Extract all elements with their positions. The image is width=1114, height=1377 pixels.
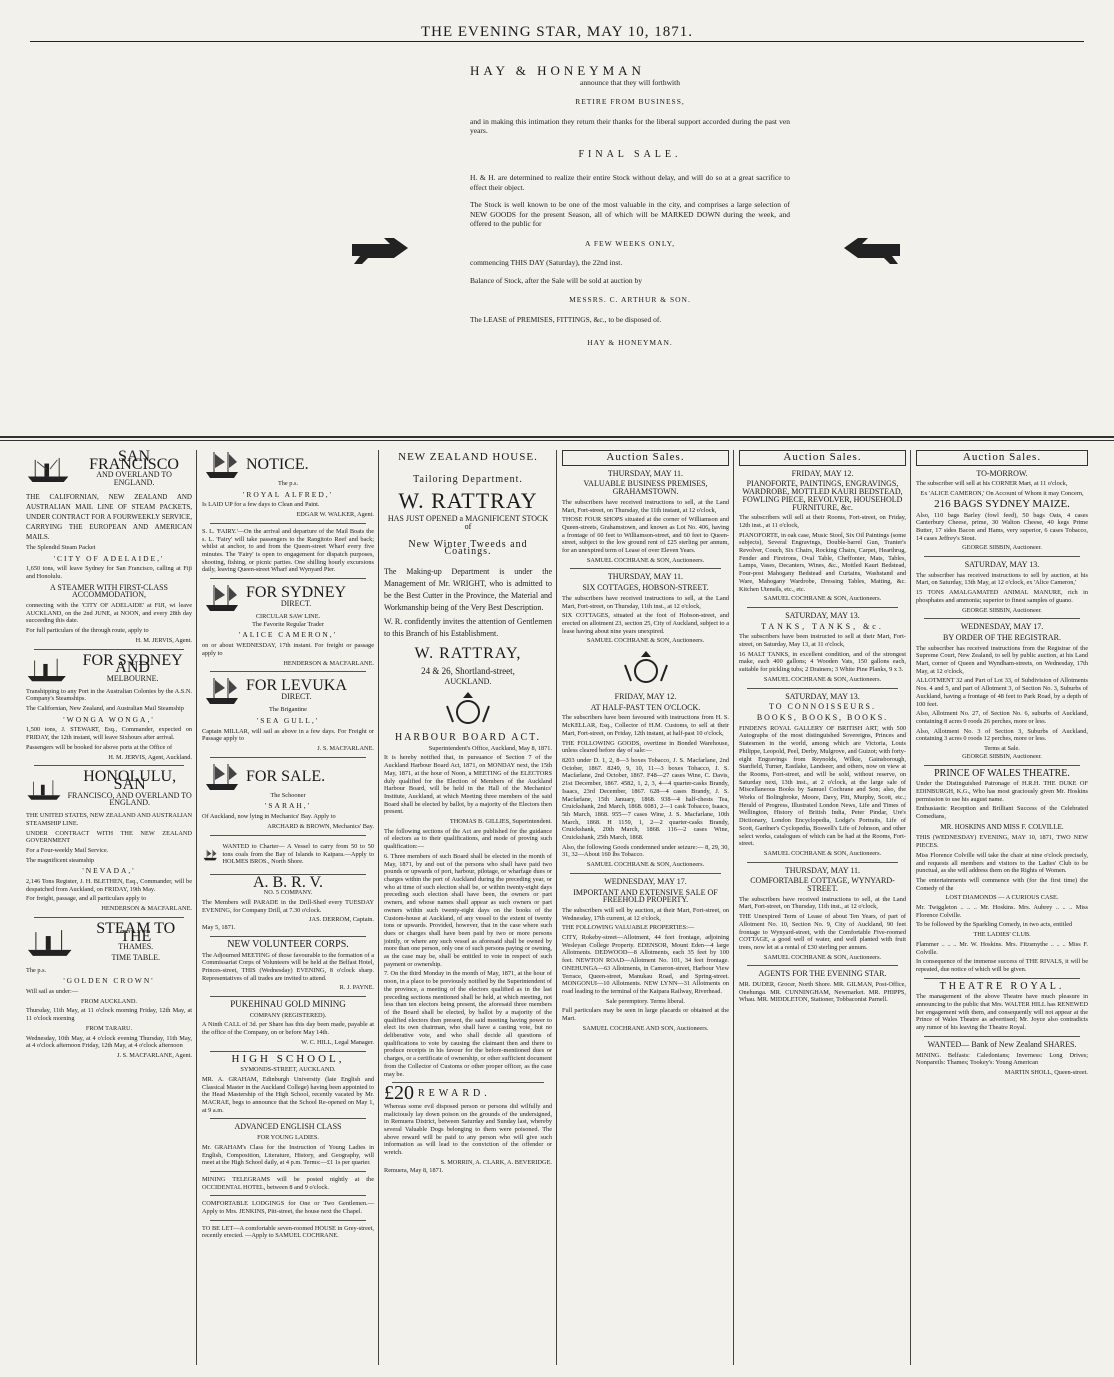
auctioneer-signature: SAMUEL COCHRANE & SON, Auctioneers. <box>763 675 882 683</box>
making-up-text: The Making-up Department is under the Management of Mr. WRIGHT, who is admitted to be the Best Cutter in the Province, the Material and Workmanship being of the Very Best Description. <box>384 566 552 612</box>
auckland-line: AUCKLAND. <box>444 677 492 687</box>
tailoring-heading: Tailoring Department. <box>413 473 523 485</box>
reception-text: Enthusiastic Reception and Brilliant Success of the Celebrated Comedians, <box>916 805 1088 821</box>
sydney-freight-text: on or about WEDNESDAY, 17th instant. For freight or passage apply to <box>202 642 374 657</box>
date-heading: TO-MORROW. <box>976 468 1028 478</box>
customs-text: The subscribers have been favoured with instructions from H. S. McKELLAR, Esq., Collector of H.M. Customs, to sell at their Mart, Fort-street, on Friday, 12th instant, at half-past 10 o'clock, <box>562 714 729 737</box>
date-heading: SATURDAY, MAY 13. <box>964 560 1040 570</box>
section-rule <box>0 436 1114 441</box>
registrar-text: The subscriber has received instructions from the Registrar of the Supreme Court, New Zealand, to sell by public auction, at his Land Mart, corner of Queen and Wyndham-streets, on Wednesday, 17th May, at 12 o'clock, <box>916 644 1088 675</box>
followed-text: To be followed by the Sparkling Comedy, in two acts, entitled <box>916 921 1073 929</box>
cast-list: Mr. Twiggleton .. .. .. Mr. Hoskins. Mrs. Aubrey .. .. .. Miss Florence Colville. <box>916 904 1088 919</box>
ps-label: The p.s. <box>277 480 299 487</box>
auction-sales-heading: Auction Sales. <box>739 450 906 466</box>
auckland-times: Thursday, 11th May, at 11 o'clock morning Friday, 12th May, at 11 o'clock morning <box>26 1007 192 1023</box>
properties-list: CITY, Rokeby-street—Allotment, 44 feet frontage, adjoining Wesleyan College Property. EDENSOR, Mount Eden—4 large Allotments. DEDWOOD—8 Allotments, each 35 feet by 100 feet. NEWTON ROAD—Allotment No. 101, 34 feet frontage. ONEHUNGA—63 Allotments, in Cameron-street, Harbour View Terrace, Queen-street, Manukau Road, and Spring-street. MONGONUI—10 Allotments. NEW LYNN—31 Allotments on road leading to the terminal of the Kaipara Railway, Riverhead. <box>562 934 729 995</box>
maize-heading: 216 BAGS SYDNEY MAIZE. <box>934 497 1070 510</box>
particulars-text: For full particulars of the through route, apply to <box>26 627 149 635</box>
steamship-line-text: THE UNITED STATES, NEW ZEALAND AND AUSTRALIAN STEAMSHIP LINE. <box>26 812 192 827</box>
agent-signature: HENDERSON & MACFARLANE. <box>101 905 192 913</box>
rivals-text: In consequence of the immense success of THE RIVALS, it will be repeated, due notice of which will be given. <box>916 958 1088 973</box>
service-text: For a Four-weekly Mail Service. <box>26 846 109 854</box>
sailing-ship-icon <box>202 676 242 706</box>
sailing-ship-icon <box>202 450 242 480</box>
registrar-heading: BY ORDER OF THE REGISTRAR. <box>942 632 1061 642</box>
messrs-line: MESSRS. C. ARTHUR & SON. <box>569 295 691 304</box>
instructions-text: The subscribers have been instructed to sell at their Mart, Fort-street, on Saturday, May 13, at 11 o'clock, <box>739 633 906 649</box>
laid-up-text: Is LAID UP for a few days to Clean and Paint. <box>202 501 320 509</box>
hay-paragraph-5: Balance of Stock, after the Sale will be sold at auction by <box>470 275 643 285</box>
manager-signature: W. C. HILL, Legal Manager. <box>301 1038 374 1046</box>
evening-text: THIS (WEDNESDAY) EVENING, MAY 10, 1871, TWO NEW PIECES. <box>916 834 1088 850</box>
parade-text: The Members will PARADE in the Drill-Shed every TUESDAY EVENING, for Company Drill, at 7.30 o'clock. <box>202 898 374 914</box>
allotment-3-text: Also, Allotment No. 3 of Section 3, Suburbs of Auckland, containing 3 acres 0 roods 12 perches, more or less. <box>916 727 1088 743</box>
agent-signature: EDGAR W. WALKER, Agent. <box>296 511 374 519</box>
for-sale-heading: FOR SALE. <box>246 767 326 785</box>
register-text: 2,146 Tons Register, J. H. BLETHEN, Esq., Commander, will be despatched from Auckland, on FRIDAY, 19th May. <box>26 878 192 893</box>
school-address: SYMONDS-STREET, AUCKLAND. <box>240 1066 336 1074</box>
auctioneer-signature: SAMUEL COCHRANE & SON, Auctioneers. <box>763 595 882 603</box>
tanks-text: 16 MALT TANKS, in excellent condition, and of the strongest make, each 400 gallons; 4 Wooden Vats, 150 gallons each, suitable for pickling tubs; 2 Drainers; 3 White Pine Planks, 9 x 3. <box>739 650 906 674</box>
mining-shares-list: MINING. Belfasts: Caledonians; Inverness: Long Drives; Nonpareils: Thames; Tookey's: Young American <box>916 1051 1088 1067</box>
steamship-icon <box>26 455 72 485</box>
reward-heading: REWARD. <box>418 1088 491 1100</box>
ps-text: The p.s. <box>26 966 47 974</box>
mining-telegrams-text: MINING TELEGRAMS will be posted nightly at the OCCIDENTAL HOTEL, between 8 and 9 o'clock. <box>202 1175 374 1191</box>
signature: R. J. PAYNE. <box>339 984 374 992</box>
agent-signature: ARCHARD & BROWN, Mechanics' Bay. <box>267 822 374 830</box>
auctioneer-signature: SAMUEL COCHRANE & SON, Auctioneers. <box>763 849 882 857</box>
pointing-hand-right-icon <box>350 230 412 266</box>
date-heading: WEDNESDAY, MAY 17. <box>960 622 1044 632</box>
auction-sales-heading: Auction Sales. <box>562 450 729 466</box>
cottages-heading: SIX COTTAGES, HOBSON-STREET. <box>582 583 709 593</box>
contract-text: UNDER CONTRACT WITH THE NEW ZEALAND GOVERNMENT <box>26 829 192 845</box>
steam-thames-heading: STEAM TO THE <box>96 919 176 945</box>
ship-name: 'NEVADA,' <box>82 866 136 876</box>
reward-signatures: S. MORRIN, A. CLARK, A. BEVERIDGE. <box>440 1158 552 1166</box>
column-3 <box>380 450 556 1365</box>
instructions-text: The subscribers have received instructions to sell, at the Land Mart, Fort-street, on Thursday, 11th inst., at 12 o'clock, <box>739 895 906 911</box>
transhipping-text: Transhipping to any Port in the Australian Colonies by the A.S.N. Company's Steamships. <box>26 687 192 703</box>
column-divider <box>556 450 557 1365</box>
instructions-text: The subscribers will sell at their Rooms, Fort-street, on Friday, 12th inst., at 11 o'clock, <box>739 514 906 529</box>
san-francisco-heading: SAN FRANCISCO <box>89 450 179 473</box>
californian-text: The Californian, New Zealand, and Australian Mail Steamship <box>26 705 184 713</box>
ship-name: 'GOLDEN CROWN' <box>63 976 155 986</box>
column-divider <box>196 450 197 1365</box>
agent-signature: J. S. MACFARLANE. <box>317 745 374 753</box>
to-let-text: TO BE LET—A comfortable seven-roomed HOUSE in Grey-street, recently erected. —Apply to SAMUEL COCHRANE. <box>202 1224 374 1240</box>
tararu-times: Wednesday, 10th May, at 4 o'clock evening Thursday, 11th May, at 4 o'clock afternoon Friday, 12th May, at 4 o'clock afternoon <box>26 1034 192 1050</box>
sholl-signature: MARTIN SHOLL, Queen-street. <box>1004 1069 1088 1076</box>
from-auckland: FROM AUCKLAND. <box>81 997 137 1005</box>
date-line: May 5, 1871. <box>202 924 236 932</box>
allotment-text: ALLOTMENT 32 and Part of Lot 33, of Subdivision of Allotments Nos. 4 and 5, and part of Allotment 3, of Section No. 3, Suburbs of Auckland, having a frontage of 48 feet to Park Road, by a depth of 100 feet. <box>916 677 1088 708</box>
time-table-heading: TIME TABLE. <box>111 952 160 962</box>
theatre-royal-heading: THEATRE ROYAL. <box>939 980 1065 992</box>
superintendent-signature: THOMAS B. GILLIES, Superintendent. <box>449 818 552 826</box>
hay-signature: HAY & HONEYMAN. <box>587 338 673 347</box>
tweeds-heading: New Winter Tweeds and Coatings. <box>408 538 528 558</box>
ship-name: 'CITY OF ADELAIDE,' <box>53 553 165 563</box>
direct-label: DIRECT. <box>281 691 312 701</box>
final-sale-heading: FINAL SALE. <box>578 148 682 160</box>
auctioneer-signature: GEORGE SIBBIN, Auctioneer. <box>962 752 1042 760</box>
royal-crest-icon <box>621 649 671 689</box>
from-tararu: FROM TARARU. <box>85 1024 133 1032</box>
schooner-label: The Schooner <box>270 791 306 799</box>
direct-label: DIRECT. <box>280 598 312 608</box>
volunteer-text: The Adjourned MEETING of those favourable to the formation of a Commissariat Corps of Volunteers will be held at the Belfast Hotel, Princes-street, THIS (Wednesday) EVENING, 8 o'clock sharp. Representatives of all trades are invited to attend. <box>202 951 374 982</box>
retire-heading: RETIRE FROM BUSINESS, <box>575 97 685 106</box>
sydney-heading: FOR SYDNEY AND <box>82 651 183 677</box>
graham-text: MR. A. GRAHAM, Edinburgh University (late English and Classical Master in the Auckland College) having been appointed to the Head Mastership of the High School, recently vacated by Mr. MACRAE, begs to announce that the School Re-opened on May 1, at 9 a.m. <box>202 1075 374 1114</box>
newspaper-title: THE EVENING STAR, MAY 10, 1871. <box>420 24 694 40</box>
column-1 <box>22 450 196 1365</box>
captain-signature: JAS. DERROM, Captain. <box>309 916 374 924</box>
date-line: Remuera, May 8, 1871. <box>384 1166 444 1174</box>
hoskins-heading: MR. HOSKINS AND MISS F. COLVILLE. <box>940 822 1064 831</box>
agents-list: MR. DUDER, Grocer, North Shore. MR. GILMAN, Post-Office, Onehunga. MR. CUNNINGHAM, Newmarket. MR. PHIPPS, Whau. MR. MIDDLETON, Stationer, Tobbaconist Parnell. <box>739 981 906 1004</box>
few-weeks-heading: A FEW WEEKS ONLY, <box>584 238 675 248</box>
corner-mart-text: The subscriber will sell at his CORNER Mart, at 11 o'clock, <box>916 480 1068 488</box>
meeting-text: It is hereby notified that, in pursuance of Section 7 of the Auckland Harbour Board Act, 1871, on MONDAY next, the 15th May, 1871, at the hour of Noon, a MEETING of the ELECTORS duly qualified for the Election of Members of the Auckland Harbour Board, will be held in the Hall of the Mechanics' Institute, Auckland, at which Meeting three members of the said Board shall be elected by ballot, by a majority of the Electors then present. <box>384 754 552 816</box>
instructions-text: The subscribers have received instructions to sell, at the Land Mart, Fort-street, on Thursday, 11th inst., at 12 o'clock, <box>562 594 729 610</box>
properties-heading: THE FOLLOWING VALUABLE PROPERTIES:— <box>562 924 695 932</box>
date-heading: SATURDAY, MAY 13. <box>785 610 860 620</box>
harbour-board-heading: HARBOUR BOARD ACT. <box>394 732 542 744</box>
agent-signature: H. M. JERVIS, Agent, Auckland. <box>108 753 192 761</box>
section-6-text: 6. Three members of such Board shall be elected in the month of May, 1871, by and out of the persons who shall have paid two pounds or upwards of port, harbour, pilotage, or wharfage dues or charges within the port of Auckland during the preceding year, or who at time of such election shall be, or within twenty-eight days preceding such election shall have been, the owners or part owners, and whose names shall appear as such owners or part owners within such twenty-eight days on the books of the Custom-house at Auckland, of any vessel to the extent of twenty tons or upwards. Provided, however, that in the case where such dues or charges shall have been paid by two or more persons jointly, or where any such vessel as aforesaid shall be owned by more than one person, only one of such persons paying or owning, as the case may be, shall be entitled to vote in respect of such payment or ownership. <box>384 852 552 968</box>
fairy-advert: S. L. 'FAIRY.'—On the arrival and departure of the Mail Boats the s. L. 'Fairy' will take passengers to the Rangitoto Reef and back; whilst at anchor, to and from the Queen-street Wharf every five minutes. The 'Fairy' is open to engagement for dispatch purposes, shooting, fishing, or picnic parties. One shilling hourly excursions daily, leaving Queen-street Wharf and Wynyard Pier. <box>202 527 374 574</box>
column-2 <box>198 450 378 1365</box>
premises-heading: VALUABLE BUSINESS PREMISES, GRAHAMSTOWN. <box>583 479 708 497</box>
hay-paragraph-6: The LEASE of PREMISES, FITTINGS, &c., to be disposed of. <box>470 314 662 324</box>
class-text: Mr. GRAHAM's Class for the Instruction of Young Ladies in English, Composition, Literature, History, and Geography, will meet at the High School daily, at 4 p.m. Terms:—£1 1s per quarter. <box>202 1143 374 1167</box>
steamship-icon <box>26 928 75 958</box>
ship-name: 'ROYAL ALFRED,' <box>243 489 333 499</box>
produce-list: Also, 110 bags Barley (fowl feed), 50 bags Oats, 4 cases Canterbury Cheese, prime, 30 Walton Cheese, 40 kegs Prime Butter, 17 sides Bacon and Hams, very superior, 6 cases Tobacco, 14 cases Jeffrey's Stout. <box>916 511 1088 542</box>
lost-diamonds-heading: LOST DIAMONDS — A CURIOUS CASE. <box>945 894 1059 902</box>
date-heading: FRIDAY, MAY 12. <box>614 692 677 702</box>
cottages-text: SIX COTTAGES, situated at the foot of Hobson-street, and erected on allotment 23, section 25, City of Auckland, subject to a lease having about nine years unexpired. <box>562 612 729 635</box>
invite-text: W. R. confidently invites the attention of Gentlemen to this Branch of his Establishment. <box>384 616 552 638</box>
trader-text: The Favorite Regular Trader <box>252 620 324 628</box>
date-heading: THURSDAY, MAY 11. <box>784 865 861 875</box>
pianoforte-heading: PIANOFORTE, PAINTINGS, ENGRAVINGS, WARDROBE, MOTTLED KAURI BEDSTEAD, FOWLING PIECE, REVOLVER, HOUSEHOLD FURNITURE, &c. <box>742 479 903 512</box>
lodgings-text: COMFORTABLE LODGINGS for One or Two Gentlemen.—Apply to Mrs. JENKINS, Pitt-street, the house next the Chapel. <box>202 1200 374 1216</box>
rattray-heading: W. RATTRAY <box>398 488 538 514</box>
ladies-club-heading: THE LADIES' CLUB. <box>973 931 1031 939</box>
drop-initial: H <box>470 63 484 78</box>
high-school-heading: HIGH SCHOOL, <box>231 1052 345 1065</box>
column-5 <box>735 450 910 1365</box>
cast-list: Flammer .. .. .. Mr. W. Hoskins. Mrs. Fitzsmythe .. .. .. Miss F. Colville. <box>916 940 1088 956</box>
sailing-ship-icon <box>202 762 242 792</box>
commence-text: The entertainments will commence with (for the first time) the Comedy of the <box>916 876 1088 892</box>
honolulu-subheading: FRANCISCO, AND OVERLAND TO ENGLAND. <box>67 790 192 808</box>
ladies-label: FOR YOUNG LADIES. <box>257 1134 319 1142</box>
allotment-27-text: Also, Allotment No. 27, of Section No. 6, suburbs of Auckland, containing 8 acres 0 roods 26 perches, more or less. <box>916 710 1088 725</box>
sarah-text: Of Auckland, now lying in Mechanics' Bay. Apply to <box>202 813 336 821</box>
wanted-heading: WANTED— Bank of New Zealand SHARES. <box>927 1039 1077 1049</box>
call-text: A Ninth CALL of 3d. per Share has this day been made, payable at the office of the Company, on or before May 14th. <box>202 1021 374 1037</box>
sailing-ship-icon <box>202 583 242 613</box>
overland-subheading: AND OVERLAND TO ENGLAND. <box>96 470 172 488</box>
agent-signature: H. M. JERVIS, Agent. <box>135 636 192 644</box>
reward-text: Whereas some evil disposed person or persons did wilfully and maliciously lay down poison on the grounds of the undersigned, in Remuera District, between Saturday and Sunday last, whereby several Valuable Dogs belonging to them were poisoned. The above reward will be paid to any person who will give such information as will lead to the conviction of the offender or wretch. <box>384 1102 552 1157</box>
auctioneer-signature: SAMUEL COCHRANE & SON, Auctioneers. <box>586 556 705 564</box>
column-divider <box>378 450 379 1365</box>
brigantine-label: The Brigantine <box>269 706 307 714</box>
auctioneer-signature: SAMUEL COCHRANE & SON, Auctioneers. <box>586 861 705 869</box>
date-heading: SATURDAY, MAY 13. <box>785 691 860 701</box>
magnificent-text: The magnificent steamship <box>26 856 95 864</box>
furniture-text: PIANOFORTE, in oak case, Music Stool, Six Oil Paintings (some subjects), Several Engravings, Double-barrel Gun, Tranter's Revolver, Couch, Six Chairs, Rocking Chairs, Carpet, Hearthrug, Fender and Fireirons, Oval Table, Cheffonier, Mats, Tables, Lamps, Vases, Decanters, Wines, &c., Mottled Kauri Bedstead, Four-post Mahogany Bedstead and Curtains, Washstand and Ware, Mahogany Wardrobe, Dressing Tables, Matting, &c. Kitchen Utensils, etc., etc. <box>739 531 906 593</box>
reward-amount: £20 <box>384 1082 414 1105</box>
english-class-heading: ADVANCED ENGLISH CLASS <box>234 1122 342 1132</box>
ship-name: 'SEA GULL,' <box>256 715 320 725</box>
address-line: 24 & 26, Shortland-street, <box>421 665 515 676</box>
nz-house-heading: NEW ZEALAND HOUSE. <box>398 451 538 463</box>
column-divider <box>733 450 734 1365</box>
circular-saw-line: CIRCULAR SAW LINE. <box>255 613 321 621</box>
sydney-direct-heading: FOR SYDNEY <box>246 583 347 601</box>
column-4 <box>558 450 733 1365</box>
hay-title: AY & HONEYMAN <box>483 63 645 78</box>
time-heading: AT HALF-PAST TEN O'CLOCK. <box>590 702 701 712</box>
terms-text: Terms at Sale. <box>984 745 1020 753</box>
ship-name: 'ALICE CAMERON,' <box>238 630 338 640</box>
books-heading: BOOKS, BOOKS, BOOKS. <box>756 712 889 722</box>
ship-name: 'WONGA WONGA,' <box>63 714 155 724</box>
sections-intro: The following sections of the Act are published for the guidance of electors as to their qualifications, and mode of proving such qualification:— <box>384 827 552 851</box>
auctioneer-signature: SAMUEL COCHRANE & SON, Auctioneers. <box>586 637 705 645</box>
tonnage-text: 1,650 tons, will leave Sydney for San Francisco, calling at Fiji and Honolulu. <box>26 565 192 580</box>
levuka-text: Captain MILLAR, will sail as above in a few days. For Freight or Passage apply to <box>202 727 374 743</box>
notice-heading: NOTICE. <box>246 456 309 474</box>
rattray-signature: W. RATTRAY, <box>414 644 522 662</box>
auction-sales-heading: Auction Sales. <box>916 450 1088 466</box>
steam-packet-text: The Splendid Steam Packet <box>26 543 96 551</box>
auctioneer-signature: SAMUEL COCHRANE AND SON, Auctioneers. <box>582 1024 709 1032</box>
goods-text: THE FOLLOWING GOODS, overtime in Bonded Warehouse, unless cleared before day of sale:— <box>562 739 729 755</box>
placards-text: Full particulars may be seen in large placards or obtained at the Mart. <box>562 1007 729 1023</box>
hay-paragraph-4: commencing THIS DAY (Saturday), the 22nd inst. <box>470 258 623 267</box>
steamship-icon <box>26 775 63 805</box>
instructions-text: The subscriber has received instructions to sell by auction, at his Mart, on Saturday, 13th May, at 12 o'clock, ex 'Alice Cameron,' <box>916 571 1088 587</box>
lease-text: THE Unexpired Term of Lease of about Ten Years, of part of Allotment No. 10, Section No. 9, City of Auckland, 90 feet frontage to Wynyard-street, with the Comfortable Five-roomed COTTAGE, a good well of water, and well planted with fruit trees, now let at a rental of £30 sterling per annum. <box>739 913 906 951</box>
terms-text: Sale peremptory. Terms liberal. <box>606 997 685 1005</box>
date-heading: THURSDAY, MAY 11. <box>607 572 684 582</box>
masthead <box>30 22 1084 42</box>
thames-subheading: THAMES. <box>118 942 154 952</box>
sailing-ship-icon <box>202 840 218 870</box>
date-heading: WEDNESDAY, MAY 17. <box>604 876 687 886</box>
commander-text: 1,500 tons, J. STEWART, Esq., Commander, expected on FRIDAY, the 12th instant, will leave Sixhours after arrival. <box>26 726 192 742</box>
steamship-icon <box>26 655 69 685</box>
cargo-text: Ex 'ALICE CAMERON,' On Account of Whom it may Concern, <box>920 490 1084 498</box>
gallery-text: FINDEN'S ROYAL GALLERY OF BRITISH ART, with 500 Autographs of the most distinguished Sovereigns, Princes and Statesmen in the world, among which are Victoria, Louis Philippe, Leopold, Peel, Derby, Mulgrove, and Guizot; with forty-eight Engravings from Reynolds, Wilkie, Gainsborough, Stanfield, Turner, Eastlake, Landseer, and others, now on view at the Rooms, Fort-street, and will be sold, without reserve, on Saturday next, 13th inst., at 2 o'clock, at the large sale of Miscellaneous Books by Samuel Cochrane and Son; also, the Works of Bolingbroke, Moore, Davy, Pitt, Murphy, Scott, etc.; Herald of Progress, Illustrated London News, Life and Times of Wellington, History of British India, Peter Pindar, Ure's Dictionary, London Encyclopedia, Lodge's Portraits, Life of Scott, Gardner's Cyclopedia, Boswell's Life of Johnson, and other select works, catalogues of which can be had at the Rooms, Fort-street. <box>739 724 906 848</box>
auctioneer-signature: GEORGE SIBBIN, Auctioneer. <box>962 606 1042 614</box>
pukehinau-heading: PUKEHINAU GOLD MINING <box>230 999 346 1010</box>
abrv-heading: A. B. R. V. <box>252 873 324 891</box>
company-label: NO. 5 COMPANY. <box>263 889 313 897</box>
column-6 <box>912 450 1092 1365</box>
registered-label: COMPANY (REGISTERED). <box>249 1011 327 1019</box>
connoisseurs-heading: TO CONNOISSEURS. <box>769 702 876 712</box>
instructions-text: The subscribers have received instructions to sell, at the Land Mart, Fort-street, on Thursday, the 11th instant, at 12 o'clock, <box>562 498 729 514</box>
auctioneer-signature: SAMUEL COCHRANE & SON, Auctioneers. <box>763 953 882 961</box>
charter-text: WANTED to Charter— A Vessel to carry from 50 to 50 tons coals from the Bay of Islands to Kaipara.—Apply to HOLMES BROS., North Shore. <box>222 843 374 866</box>
booking-text: Passengers will be booked for above ports at the Office of <box>26 743 173 751</box>
mail-line-text: THE CALIFORNIAN, NEW ZEALAND AND AUSTRALIAN MAIL LINE OF STEAM PACKETS, UNDER CONTRACT FOR A FOURWEEKLY SERVICE, CARRYING THE EUROPEAN AND AMERICAN MAILS. <box>26 492 192 541</box>
hay-paragraph-2: H. & H. are determined to realize their entire Stock without delay, and will do so at a great sacrifice to effect their object. <box>470 173 790 192</box>
first-class-heading: A STEAMER WITH FIRST-CLASS ACCOMMODATION, <box>49 582 169 600</box>
date-heading: THURSDAY, MAY 11. <box>607 468 684 478</box>
freight-text: For freight, passage, and all particulars apply to <box>26 895 147 903</box>
seizure-text: Also, the following Goods condemned under seizure:— 8, 29, 30, 31, 32—About 160 lbs Tobacco. <box>562 843 729 859</box>
ship-name: 'SARAH,' <box>265 801 311 811</box>
patronage-text: Under the Distinguished Patronage of H.R.H. THE DUKE OF EDINBURGH, K.G., Who has most graciously given Mr. Hoskins permission to use his august name. <box>916 780 1088 803</box>
manure-text: 15 TONS AMALGAMATED ANIMAL MANURE, rich in phosphates and ammonia; superior to finest samples of guano. <box>916 589 1088 604</box>
hay-paragraph-1: and in making this intimation they return their thanks for the liberal support accorded during the past ven years. <box>470 116 790 135</box>
date-heading: FRIDAY, MAY 12. <box>791 468 854 478</box>
melbourne-subheading: MELBOURNE. <box>106 673 159 683</box>
opened-text: HAS JUST OPENED a MAGNIFICENT STOCK of <box>387 514 549 531</box>
hay-paragraph-3: The Stock is well known to be one of the most valuable in the city, and comprises a large selection of NEW GOODS for the present Season, all of which will be MARKED DOWN during the week, and offered to the public for <box>470 200 790 228</box>
goods-list: 8203 under D. 1, 2, 8—3 boxes Tobacco, J. S. Macfarlane, 2nd October, 1867. 8249, 9, 10, 11—3 boxes Tobacco, J. S. Macfarlane, 2nd October, 1867. F48—27 cases Wine, C. Davis, 21st December, 1867. 4582, 1, 2, 3, 4—4 quarter-casks Brandy, Isaacs, 23rd December, 1867. 628—4 cases Brandy, J. S. Macfarlane, 15th January, 1868. 938—4 half-chests Tea, Cruickshank, 2nd March, 1868. 6081, 2—1 cask Tobacco, Isaacs, 5th March, 1868. 955—7 cases Wine, J. S. Macfarlane, 10th March, 1868. H 1159, 1, 2—2 quarter-casks Brandy, Cruickshank, 20th March, 1868. 116—2 cases Wine, Cruickshank, 25th March, 1868. <box>562 756 729 842</box>
shops-text: THOSE FOUR SHOPS situated at the corner of Williamson and Queen-streets, Grahamstown, and known as Lot No. 406, having a frontage of 60 feet to Williamson-street, and 60 feet to Queen-street, subject to the low ground rent of £25 sterling per annum, for an unexpired term of Lease of over Eleven Years. <box>562 516 729 555</box>
instructions-text: The subscribers will sell by auction, at their Mart, Fort-street, on Wednesday, 17th current, at 12 o'clock, <box>562 906 729 922</box>
tanks-heading: TANKS, TANKS, &c. <box>761 621 884 631</box>
agent-signature: J. S. MACFARLANE, Agent. <box>117 1051 192 1059</box>
column-divider <box>910 450 911 1365</box>
auctioneer-signature: GEORGE SIBBIN, Auctioneer. <box>962 544 1042 552</box>
prince-of-wales-heading: PRINCE OF WALES THEATRE. <box>934 767 1070 779</box>
theatre-text: The management of the above Theatre have much pleasure in announcing to the public that Mrs. WALTER HILL has RENEWED her engagement with them, and consequently will not appear at the Prince of Wales Theatre as advertised; Mr. Joyce also contradicts any rumor of his leaving the Theatre Royal. <box>916 993 1088 1032</box>
royal-crest-icon <box>443 690 493 730</box>
honolulu-heading: HONOLULU, SAN <box>83 768 177 793</box>
freehold-heading: IMPORTANT AND EXTENSIVE SALE OF FREEHOLD PROPERTY. <box>573 887 718 905</box>
office-line: Superintendent's Office, Auckland, May 8, 1871. <box>428 744 552 752</box>
agent-signature: HENDERSON & MACFARLANE. <box>283 659 374 667</box>
colville-text: Miss Florence Colville will take the chair at nine o'clock precisely, and requests all members and visitors to the Ladies' Club to be punctual, as she will address them on the Rights of Women. <box>916 851 1088 875</box>
volunteer-heading: NEW VOLUNTEER CORPS. <box>227 938 349 950</box>
hay-honeyman-advert <box>470 63 790 358</box>
pointing-hand-left-icon <box>840 230 902 266</box>
hay-announce: announce that they will forthwith <box>580 77 680 87</box>
sail-text: Will sail as under:— <box>26 988 79 996</box>
connection-text: connecting with the 'CITY OF ADELAIDE' at FIJI, wi leave AUCKLAND, on the 2nd JUNE, at NOON, and every 28th day succeeding this date. <box>26 602 192 625</box>
agents-heading: AGENTS FOR THE EVENING STAR. <box>758 969 887 979</box>
cottage-heading: COMFORTABLE COTTAGE, WYNYARD-STREET. <box>750 876 895 894</box>
section-7-text: 7. On the third Monday in the month of May, 1871, at the hour of noon, in a place to be previously notified by the Superintendent of the province, a meeting of the electors qualified as in the last preceding sections mentioned shall be held, at which meeting, not less than ten electors being present, the aforesaid three members of the Board shall be elected, by ballot by a majority of the qualified electors then present, the said meeting having power to elect its own chairman, who shall have a casting vote, but no deliberative vote, and who shall decide all questions of qualifications to vote by causing the claimant then and there to produce receipts in his favour for the before-mentioned dues or charges, or a certificate of ownership, or other sufficient document from the Collector of Customs or other proper officer, as the case may be. <box>384 970 552 1078</box>
levuka-heading: FOR LEVUKA <box>246 677 347 695</box>
